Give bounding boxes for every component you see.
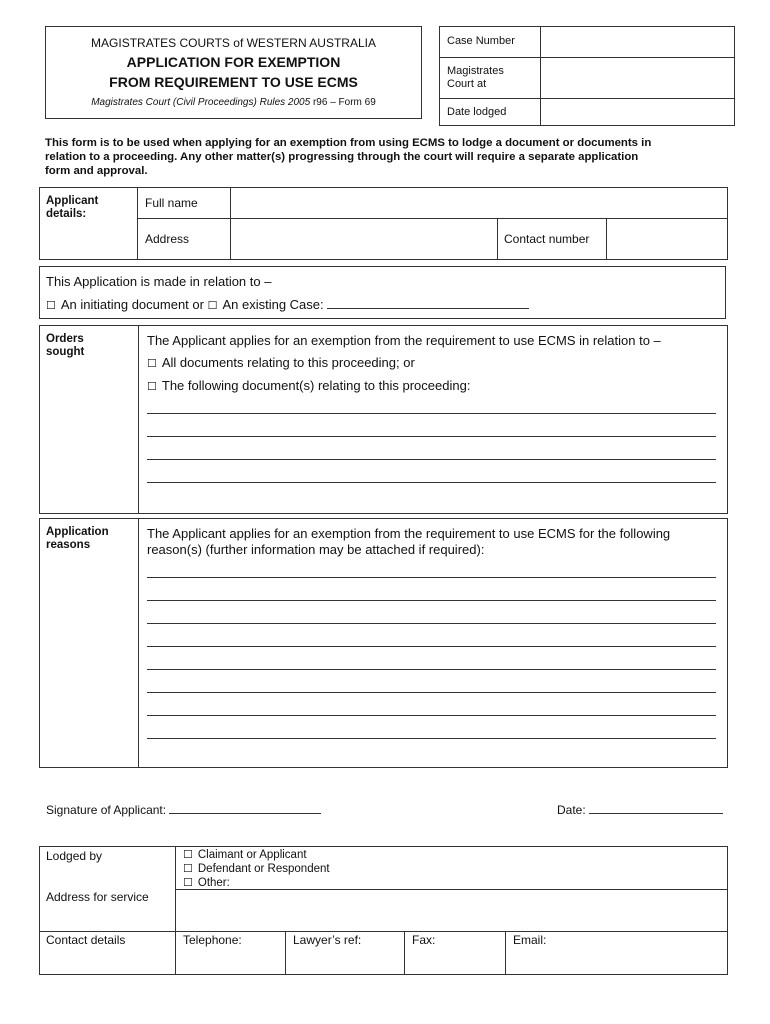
reasons-line[interactable]	[147, 738, 716, 739]
signature-field[interactable]	[169, 802, 321, 814]
instruction-line-2: relation to a proceeding. Any other matter(s) progressing through the court will require a separate application	[45, 151, 639, 163]
reasons-line[interactable]	[147, 600, 716, 601]
orders-option-all	[147, 355, 415, 370]
documents-line[interactable]	[147, 413, 716, 414]
lodged-by-other	[183, 876, 230, 889]
contact-details-label: Contact details	[46, 933, 126, 947]
lodged-by-defendant	[183, 862, 330, 875]
following-documents-label: The following document(s) relating to this proceeding:	[161, 378, 471, 393]
claimant-label: Claimant or Applicant	[197, 849, 307, 861]
all-documents-label: All documents relating to this proceeding; or	[161, 355, 415, 370]
orders-option-following	[147, 378, 470, 393]
date-lodged-label: Date lodged	[447, 106, 507, 118]
reasons-line[interactable]	[147, 715, 716, 716]
court-name: MAGISTRATES COURTS of WESTERN AUSTRALIA	[91, 36, 376, 50]
court-at-field[interactable]	[541, 58, 734, 98]
lawyer-ref-label: Lawyer’s ref:	[293, 933, 362, 947]
email-label: Email:	[513, 933, 547, 947]
rules-reference	[45, 97, 422, 108]
signature-row	[46, 802, 321, 817]
relation-intro: This Application is made in relation to –	[46, 274, 272, 289]
address-label: Address	[145, 232, 190, 246]
fax-label: Fax:	[412, 933, 436, 947]
following-documents-checkbox[interactable]: ☐	[147, 381, 157, 393]
contact-number-field[interactable]	[607, 219, 727, 260]
form-title-line-1: APPLICATION FOR EXEMPTION	[126, 54, 341, 70]
date-label: Date:	[557, 803, 586, 817]
date-field[interactable]	[589, 802, 723, 814]
reasons-line[interactable]	[147, 692, 716, 693]
reasons-line[interactable]	[147, 646, 716, 647]
reasons-intro-1: The Applicant applies for an exemption from the requirement to use ECMS for the following	[147, 526, 671, 541]
rule-form-number: r96 – Form 69	[310, 97, 376, 108]
date-row	[557, 802, 723, 817]
defendant-label: Defendant or Respondent	[197, 863, 330, 875]
full-name-field[interactable]	[231, 188, 727, 218]
orders-sought-section	[39, 325, 728, 514]
signature-label: Signature of Applicant:	[46, 803, 167, 817]
relation-options	[46, 297, 529, 312]
orders-intro: The Applicant applies for an exemption from the requirement to use ECMS in relation to –	[147, 333, 661, 348]
address-for-service-field[interactable]	[176, 890, 727, 931]
claimant-checkbox[interactable]: ☐	[183, 849, 193, 861]
reasons-line[interactable]	[147, 577, 716, 578]
documents-line[interactable]	[147, 482, 716, 483]
other-label: Other:	[197, 877, 230, 889]
orders-heading-1: Orders	[46, 333, 84, 345]
case-number-label: Case Number	[447, 35, 515, 47]
orders-heading-2: sought	[46, 346, 85, 358]
documents-line[interactable]	[147, 459, 716, 460]
defendant-checkbox[interactable]: ☐	[183, 863, 193, 875]
court-at-label-1: Magistrates	[447, 65, 504, 77]
existing-case-checkbox[interactable]: ☐	[207, 300, 218, 312]
reasons-heading-2: reasons	[46, 539, 91, 551]
reasons-intro-2: reason(s) (further information may be attached if required):	[147, 542, 485, 557]
applicant-heading-1: Applicant	[46, 195, 99, 207]
fax-field[interactable]	[405, 947, 505, 974]
instruction-line-1: This form is to be used when applying for an exemption from using ECMS to lodge a document or documents in	[45, 137, 652, 149]
documents-line[interactable]	[147, 436, 716, 437]
initiating-document-label: An initiating document or	[60, 297, 204, 312]
other-checkbox[interactable]: ☐	[183, 877, 193, 889]
instruction-line-3: form and approval.	[45, 165, 148, 177]
initiating-document-checkbox[interactable]: ☐	[46, 300, 56, 312]
full-name-label: Full name	[145, 196, 198, 210]
applicant-heading-2: details:	[46, 208, 87, 220]
address-for-service-label: Address for service	[46, 890, 149, 904]
court-at-label-2: Court at	[447, 78, 487, 90]
reasons-line[interactable]	[147, 623, 716, 624]
all-documents-checkbox[interactable]: ☐	[147, 358, 157, 370]
date-lodged-field[interactable]	[541, 99, 734, 125]
reasons-heading-1: Application	[46, 526, 109, 538]
form-title-line-2: FROM REQUIREMENT TO USE ECMS	[109, 74, 358, 90]
lodged-by-label: Lodged by	[46, 849, 103, 863]
reasons-line[interactable]	[147, 669, 716, 670]
rules-citation: Magistrates Court (Civil Proceedings) Rules 2005	[91, 97, 311, 108]
lodged-by-claimant	[183, 848, 307, 861]
email-field[interactable]	[506, 947, 727, 974]
existing-case-label: An existing Case:	[222, 297, 324, 312]
case-number-field[interactable]	[541, 27, 734, 57]
contact-number-label: Contact number	[504, 232, 590, 246]
lawyer-ref-field[interactable]	[286, 947, 404, 974]
telephone-field[interactable]	[176, 947, 285, 974]
existing-case-number-field[interactable]	[327, 297, 529, 309]
address-field[interactable]	[231, 219, 497, 260]
telephone-label: Telephone:	[183, 933, 242, 947]
